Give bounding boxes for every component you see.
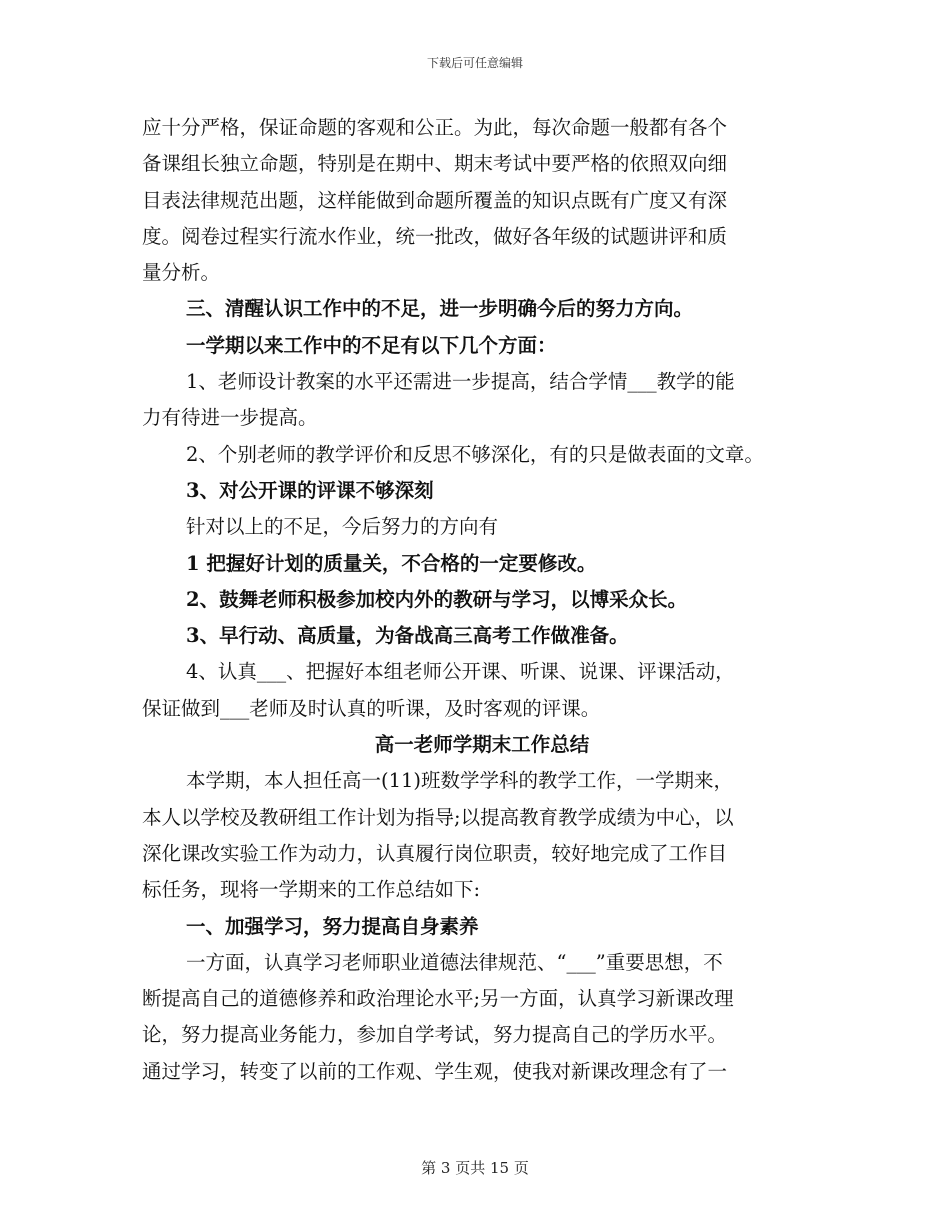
text-line: 2、鼓舞老师积极参加校内外的教研与学习，以博采众长。 bbox=[186, 587, 688, 611]
page-number: 第 3 页共 15 页 bbox=[421, 1159, 529, 1177]
text-line: 论，努力提高业务能力，参加自学考试，努力提高自己的学历水平。 bbox=[142, 1023, 728, 1047]
text-line: 一、加强学习，努力提高自身素养 bbox=[186, 914, 479, 938]
text-line: 一学期以来工作中的不足有以下几个方面： bbox=[186, 333, 557, 357]
text-line: 本人以学校及教研组工作计划为指导;以提高教育教学成绩为中心，以 bbox=[142, 805, 734, 829]
text-line: 1 把握好计划的质量关，不合格的一定要修改。 bbox=[186, 551, 597, 575]
text-line: 3、早行动、高质量，为备战高三高考工作做准备。 bbox=[186, 624, 629, 648]
text-line: 力有待进一步提高。 bbox=[142, 406, 318, 430]
text-line: 断提高自己的道德修养和政治理论水平;另一方面，认真学习新课改理 bbox=[142, 987, 734, 1011]
text-line: 目表法律规范出题，这样能做到命题所覆盖的知识点既有广度又有深 bbox=[142, 188, 728, 212]
text-line: 本学期，本人担任高一(11)班数学学科的教学工作，一学期来， bbox=[186, 769, 734, 793]
text-line: 度。阅卷过程实行流水作业，统一批改，做好各年级的试题讲评和质 bbox=[142, 224, 728, 248]
text-line: 保证做到___老师及时认真的听课，及时客观的评课。 bbox=[142, 696, 601, 720]
text-line: 一方面，认真学习老师职业道德法律规范、“___”重要思想，不 bbox=[186, 950, 723, 974]
section-title: 高一老师学期末工作总结 bbox=[374, 733, 590, 757]
text-line: 3、对公开课的评课不够深刻 bbox=[186, 478, 434, 502]
text-line: 备课组长独立命题，特别是在期中、期末考试中要严格的依照双向细 bbox=[142, 152, 728, 176]
text-line: 通过学习，转变了以前的工作观、学生观，使我对新课改理念有了一 bbox=[142, 1059, 728, 1083]
text-line: 1、老师设计教案的水平还需进一步提高，结合学情___教学的能 bbox=[186, 370, 735, 394]
text-line: 针对以上的不足，今后努力的方向有 bbox=[186, 515, 499, 539]
text-line: 2、个别老师的教学评价和反思不够深化，有的只是做表面的文章。 bbox=[186, 442, 764, 466]
text-line: 深化课改实验工作为动力，认真履行岗位职责，较好地完成了工作目 bbox=[142, 841, 728, 865]
text-line: 三、清醒认识工作中的不足，进一步明确今后的努力方向。 bbox=[186, 297, 694, 321]
text-line: 标任务，现将一学期来的工作总结如下: bbox=[142, 878, 481, 902]
page-header: 下载后可任意编辑 bbox=[426, 56, 523, 70]
text-line: 应十分严格，保证命题的客观和公正。为此，每次命题一般都有各个 bbox=[142, 116, 728, 139]
document-body bbox=[142, 110, 822, 1090]
text-line: 量分析。 bbox=[142, 261, 221, 285]
text-line: 4、认真___、把握好本组老师公开课、听课、说课、评课活动， bbox=[186, 660, 735, 684]
